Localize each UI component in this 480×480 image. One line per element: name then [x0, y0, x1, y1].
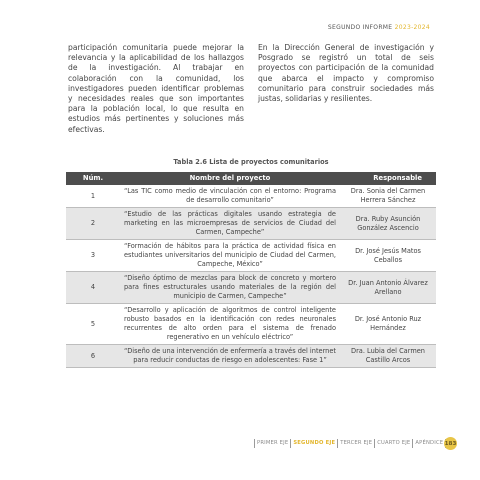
report-header-label: SEGUNDO INFORME: [327, 24, 393, 31]
nav-divider: [290, 439, 291, 448]
table-header-row: [66, 172, 436, 185]
row-responsible: Dra. Sonia del Carmen Herrera Sánchez: [350, 187, 426, 204]
row-project-name: “Desarrollo y aplicación de algoritmos de control inteligente robusto basados en la identificación con redes neuronales recurrentes de alto orden para el sistema de frenado regenerativo en un vehículo eléctrico”: [124, 306, 336, 341]
table-row: [66, 185, 436, 208]
row-project-name: “Estudio de las prácticas digitales usando estrategia de marketing en las microempresas de servicios de Ciudad del Carmen, Campeche”: [124, 210, 336, 236]
nav-cuarto-eje[interactable]: CUARTO EJE: [377, 440, 411, 446]
left-paragraph: participación comunitaria puede mejorar la relevancia y la aplicabilidad de los hallazgos de la investigación. Al trabajar en colaboración con la comunidad, los investigadores pueden identificar problemas y necesidades reales que son importantes para la población local, lo que resulta en estudios más pertinentes y soluciones más efectivas.: [68, 43, 244, 134]
table-row: [66, 345, 436, 368]
report-header: [328, 24, 430, 31]
body-columns: [68, 43, 434, 135]
row-num: 3: [90, 251, 96, 259]
row-project-name: “Formación de hábitos para la práctica de actividad física en estudiantes universitarios del municipio de Ciudad del Carmen, Campeche, México”: [124, 242, 336, 268]
table-row: [66, 304, 436, 345]
table-row: [66, 240, 436, 272]
row-project-name: “Diseño de una intervención de enfermería a través del internet para reducir conductas de riesgo en adolescentes: Fase 1”: [124, 347, 336, 364]
nav-divider: [254, 439, 255, 448]
nav-segundo-eje[interactable]: SEGUNDO EJE: [293, 440, 336, 446]
row-responsible: Dr. José Antonio Ruz Hernández: [354, 315, 422, 332]
row-num: 2: [90, 219, 96, 227]
header-responsible: Responsable: [340, 172, 436, 185]
row-responsible: Dra. Lubia del Carmen Castillo Arcos: [351, 347, 425, 364]
page-number-badge: 183: [444, 437, 457, 450]
nav-divider: [412, 439, 413, 448]
projects-table: [66, 172, 436, 368]
table-title: Tabla 2.6 Lista de proyectos comunitarios: [173, 158, 329, 166]
nav-divider: [374, 439, 375, 448]
header-num: Núm.: [66, 172, 120, 185]
row-responsible: Dr. Juan Antonio Álvarez Arellano: [348, 278, 428, 296]
report-header-year: 2023-2024: [394, 24, 430, 31]
row-num: 4: [90, 283, 96, 291]
nav-apendice[interactable]: APÉNDICE: [415, 440, 444, 446]
row-project-name: “Diseño óptimo de mezclas para block de concreto y mortero para fines estructurales usando materiales de la región del municipio de Carmen, Campeche”: [124, 274, 336, 300]
row-responsible: Dr. José Jesús Matos Ceballos: [355, 246, 421, 264]
row-project-name: “Las TIC como medio de vinculación con el entorno: Programa de desarrollo comunitario”: [124, 187, 336, 204]
nav-primer-eje[interactable]: PRIMER EJE: [257, 440, 289, 446]
row-responsible: Dra. Ruby Asunción González Ascencio: [355, 214, 421, 232]
nav-divider: [337, 439, 338, 448]
footer-nav: [252, 438, 448, 448]
table-body: [66, 185, 436, 368]
table-header: [66, 172, 436, 185]
nav-tercer-eje[interactable]: TERCER EJE: [340, 440, 373, 446]
table-row: [66, 272, 436, 304]
row-num: 1: [90, 191, 96, 200]
row-num: 5: [90, 319, 96, 328]
right-paragraph: En la Dirección General de investigación y Posgrado se registró un total de seis proyectos con participación de la comunidad que abarca el impacto y compromiso comunitario para construir sociedades más justas, solidarias y resilientes.: [258, 43, 434, 104]
header-name: Nombre del proyecto: [120, 172, 340, 185]
table-row: [66, 208, 436, 240]
row-num: 6: [90, 351, 96, 360]
